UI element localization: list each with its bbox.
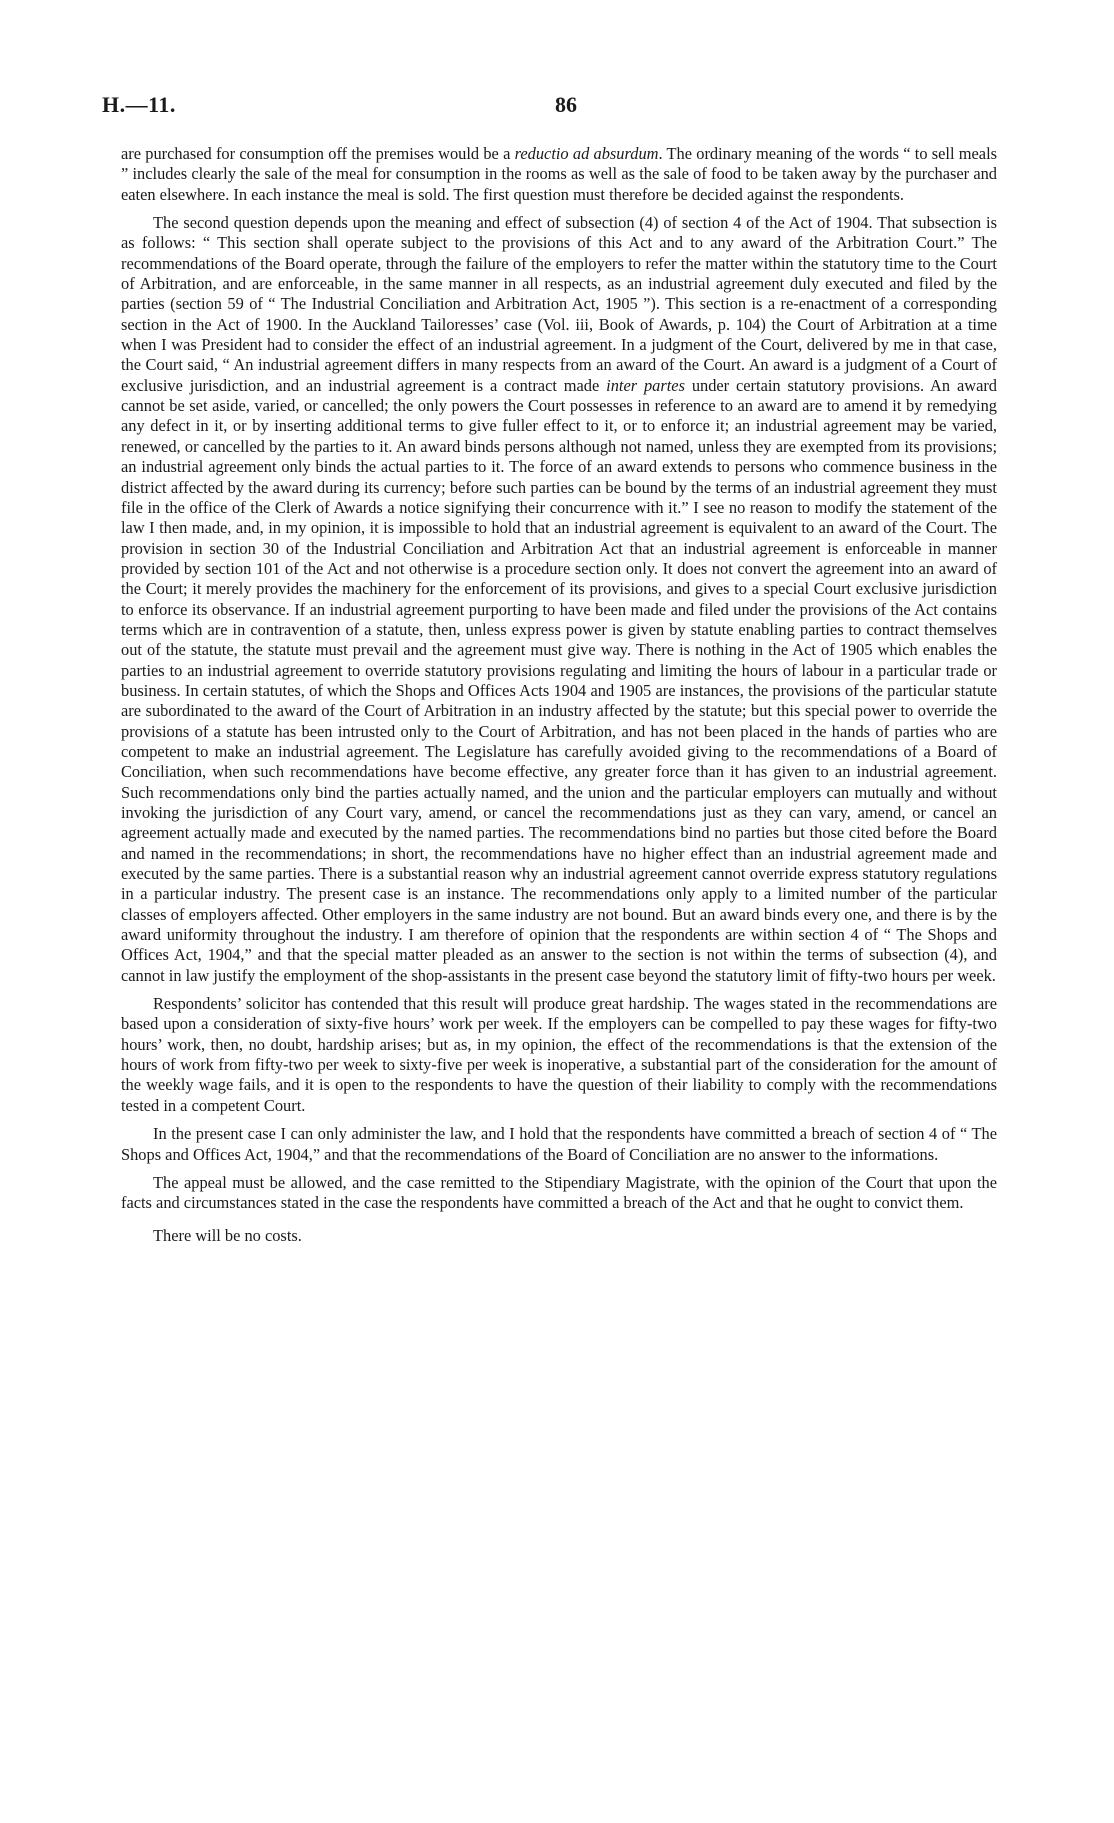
paragraph-2 [121, 213, 997, 986]
body-text [121, 144, 997, 1254]
paragraph-1-part-a: are purchased for consumption off the premises would be a [121, 144, 515, 163]
paragraph-2-part-a: The second question depends upon the meaning and effect of subsection (4) of section 4 of the Act of 1904. That subsection is as follows: “ This section shall operate subject to the provisions of this Act and to any award of the Arbitration Court.” The recommendations of the Board operate, through the failure of the employers to refer the matter within the statutory time to the Court of Arbitration, and are enforceable, in the same manner in all respects, as an industrial agreement duly executed and filed by the parties (section 59 of “ The Industrial Conciliation and Arbitration Act, 1905 ”). This section is a re-enactment of a corresponding section in the Act of 1900. In the Auckland Tailoresses’ case (Vol. iii, Book of Awards, p. 104) the Court of Arbitration at a time when I was President had to consider the effect of an industrial agreement. In a judgment of the Court, delivered by me in that case, the Court said, “ An industrial agreement differs in many respects from an award of the Court. An award is a judgment of a Court of exclusive jurisdiction, and an industrial agreement is a contract made [121, 213, 997, 395]
page-header [102, 92, 1002, 124]
paragraph-1 [121, 144, 997, 205]
paragraph-3: Respondents’ solicitor has contended that this result will produce great hardship. The wages stated in the recommendations are based upon a consideration of sixty-five hours’ work per week. If the employers can be compelled to pay these wages for fifty-two hours’ work, then, no doubt, hardship arises; but as, in my opinion, the effect of the recommendations is that the extension of the hours of work from fifty-two per week to sixty-five per week is inoperative, a substantial part of the consideration for the amount of the weekly wage fails, and it is open to the respondents to have the question of their liability to comply with the recommendations tested in a competent Court. [121, 994, 997, 1115]
paragraph-2-italic: inter partes [606, 375, 685, 395]
page-number: 86 [555, 92, 577, 117]
paragraph-6: There will be no costs. [153, 1225, 302, 1245]
paragraph-1-italic: reductio ad absurdum [514, 144, 659, 163]
document-reference: H.—11. [102, 92, 176, 117]
paragraph-1-part-c: . The ordinary meaning of the words “ to sell meals ” includes clearly the sale of the meal for consumption in the rooms as well as the sale of food to be taken away by the purchaser and eaten elsewhere. In each instance the meal is sold. The first question must therefore be decided against the respondents. [121, 144, 998, 204]
paragraph-2-part-c: under certain statutory provisions. An award cannot be set aside, varied, or cancelled; the only powers the Court possesses in reference to an award are to amend it by remedying any defect in it, or by inserting additional terms to give fuller effect to it, or to enforce it; an industrial agreement may be varied, renewed, or cancelled by the parties to it. An award binds persons although not named, unless they are exempted from its provisions; an industrial agreement only binds the actual parties to it. The force of an award extends to persons who commence business in the district affected by the award during its currency; before such parties can be bound by the terms of an industrial agreement they must file in the office of the Clerk of Awards a notice signifying their concurrence with it.” I see no reason to modify the statement of the law I then made, and, in my opinion, it is impossible to hold that an industrial agreement is equivalent to an award of the Court. The provision in section 30 of the Industrial Conciliation and Arbitration Act that an industrial agreement is enforceable in manner provided by section 101 of the Act and not otherwise is a procedure section only. It does not convert the agreement into an award of the Court; it merely provides the machinery for the enforcement of its provisions, and gives to a special Court exclusive jurisdiction to enforce its observance. If an industrial agreement purporting to have been made and filed under the provisions of the Act contains terms which are in contravention of a statute, then, unless express power is given by statute enabling parties to contract themselves out of the statute, the statute must prevail and the agreement must give way. There is nothing in the Act of 1905 which enables the parties to an industrial agreement to override statutory provisions regulating and limiting the hours of labour in a particular trade or business. In certain statutes, of which the Shops and Offices Acts 1904 and 1905 are instances, the provisions of the particular statute are subordinated to the award of the Court of Arbitration in an industry affected by the statute; but this special power to override the provisions of a statute has been intrusted only to the Court of Arbitration, and has not been placed in the hands of parties who are competent to make an industrial agreement. The Legislature has carefully avoided giving to the recommendations of a Board of Conciliation, when such recommendations have become effective, any greater force than it has given to an industrial agreement. Such recommendations only bind the parties actually named, and the union and the particular employers can mutually and without invoking the jurisdiction of any Court vary, amend, or cancel the recommendations just as they can vary, amend, or cancel an agreement actually made and executed by the named parties. The recommendations bind no parties but those cited before the Board and named in the recommendations; in short, the recommendations have no higher effect than an industrial agreement made and executed by the same parties. There is a substantial reason why an industrial agreement cannot override express statutory regulations in a particular industry. The present case is an instance. The recommendations only apply to a limited number of the particular classes of employers affected. Other employers in the same industry are not bound. But an award binds every one, and there is by the award uniformity throughout the industry. I am therefore of opinion that the respondents are within section 4 of “ The Shops and Offices Act, 1904,” and that the special matter pleaded as an answer to the section is not within the terms of subsection (4), and cannot in law justify the employment of the shop-assistants in the present case beyond the statutory limit of fifty-two hours per week. [121, 375, 998, 985]
paragraph-5: The appeal must be allowed, and the case remitted to the Stipendiary Magistrate, with the opinion of the Court that upon the facts and circumstances stated in the case the respondents have committed a breach of the Act and that he ought to convict them. [121, 1172, 997, 1213]
paragraph-4: In the present case I can only administer the law, and I hold that the respondents have committed a breach of section 4 of “ The Shops and Offices Act, 1904,” and that the recommendations of the Board of Conciliation are no answer to the informations. [121, 1124, 997, 1164]
